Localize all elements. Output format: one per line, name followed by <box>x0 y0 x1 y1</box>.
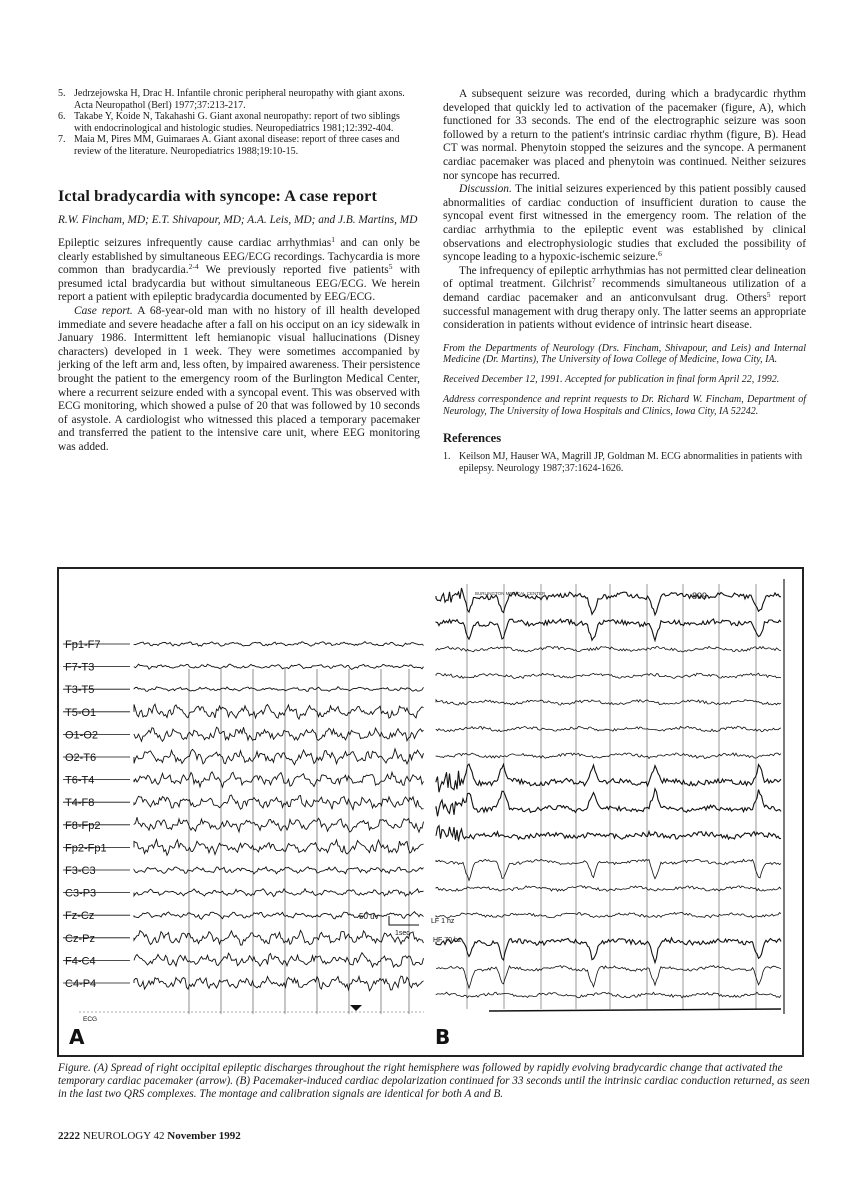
svg-text:F4-C4: F4-C4 <box>65 955 96 968</box>
panel-a-channel-labels <box>63 639 130 1023</box>
ecg-label: ECG <box>83 1016 98 1023</box>
high-filter-label: HF 70 hz <box>433 937 462 944</box>
affiliation-note: From the Departments of Neurology (Drs. Fincham, Shivapour, and Leis) and Internal Medicine (Dr. Martins), The University of Iowa College of Medicine, Iowa City, IA. <box>443 342 806 366</box>
discussion-heading: Discussion. <box>459 183 512 196</box>
page-footer <box>58 1130 241 1142</box>
references-heading: References <box>443 430 502 445</box>
treatment-paragraph: The infrequency of epileptic arrhythmias has not permitted clear delineation of optimal treatment. Gilchrist$^7$ recommends simultaneous utilization of a demand cardiac pacemaker and an anticonvulsant drug. Others$^5$ report successful management with drug therapy only. The latter seems an appropriate consideration in patients without evidence of intrinsic heart disease. <box>443 264 807 332</box>
svg-text:C4-P4: C4-P4 <box>65 978 97 990</box>
subsequent-seizure-paragraph: A subsequent seizure was recorded, during which a bradycardic rhythm developed that quickly led to activation of the pacemaker (figure, A), which functioned for 33 seconds. The end of the electrographic seizure was soon followed by a return to the patient's intrinsic cardiac rhythm (figure, B). Head CT was normal. Phenytoin stopped the seizures and the syncope. A permanent cardiac pacemaker was placed and phenytoin was continued. Neither seizures nor syncope has recurred. <box>443 88 806 182</box>
issue-date: November 1992 <box>167 1130 241 1142</box>
eeg-figure <box>57 567 804 1057</box>
left-column <box>58 88 420 455</box>
svg-text:Fp2-Fp1: Fp2-Fp1 <box>65 842 107 855</box>
case-report-heading: Case report. <box>74 305 133 318</box>
panel-b-label: B <box>435 1025 451 1049</box>
received-note: Received December 12, 1991. Accepted for publication in final form April 22, 1992. <box>443 374 780 386</box>
svg-text:O2-T6: O2-T6 <box>65 752 97 764</box>
reference-item: 5. Jedrzejowska H, Drac H. Infantile chronic peripheral neuropathy with giant axons. Acta Neuropathol (Berl) 1977;37:213-217. <box>58 88 405 111</box>
right-column <box>443 88 806 474</box>
low-filter-label: LF 1 hz <box>431 918 455 925</box>
pacemaker-arrow-icon <box>350 1005 362 1011</box>
svg-text:O1-O2: O1-O2 <box>65 729 99 742</box>
eeg-traces <box>59 569 802 1055</box>
svg-text:F7-T3: F7-T3 <box>65 661 95 674</box>
panel-b-time-markers <box>467 579 784 1014</box>
article-title: Ictal bradycardia with syncope: A case report <box>58 186 377 205</box>
svg-text:T6-T4: T6-T4 <box>65 774 95 787</box>
panel-b-traces <box>436 588 781 1011</box>
reference-item: 7. Maia M, Pires MM, Guimaraes A. Giant axonal disease: report of three cases and review of the literature. Neuropediatrics 1988;19:10-15. <box>58 134 400 157</box>
prior-references <box>58 88 420 158</box>
correspondence-note: Address correspondence and reprint requests to Dr. Richard W. Fincham, Department of Neurology, The University of Iowa Hospitals and Clinics, Iowa City, IA 52242. <box>443 394 806 417</box>
case-report-paragraph: Case report. A 68-year-old man with no history of ill health developed immediate and severe headache after a fall on his occiput on an icy sidewalk in January 1986. Intermittent left hemianopic visual hallucinations (Disney characters) developed in 1 week. They were sometimes accompanied by jerking of the left arm and, less often, by impaired awareness. Their persistence brought the patient to the emergency room of the Burlington Medical Center, where a recurrent seizure ended with a syncopal event. This was observed with ECG monitoring, which showed a pulse of 20 that was followed by 10 seconds of asystole. A cardiologist who witnessed this placed a temporary pacemaker and transferred the patient to the intensive care unit, where EEG monitoring was added. <box>58 305 421 453</box>
reference-item: 1. Keilson MJ, Hauser WA, Magrill JP, Goldman M. ECG abnormalities in patients with epilepsy. Neurology 1987;37:1624-1626. <box>443 451 803 474</box>
panel-b-header-text: BURLINGTON MEDICAL CENTER <box>475 591 546 596</box>
reference-item: 6. Takabe Y, Koide N, Takahashi G. Giant axonal neuropathy: report of two siblings with endocrinological and histologic studies. Neuropediatrics 1981;12:392-404. <box>58 111 400 134</box>
svg-text:Cz-Pz: Cz-Pz <box>65 932 95 945</box>
journal-name: NEUROLOGY 42 <box>82 1130 165 1142</box>
svg-text:T5-O1: T5-O1 <box>65 706 97 719</box>
svg-text:C3-P3: C3-P3 <box>65 887 97 900</box>
figure-caption: Figure. (A) Spread of right occipital epileptic discharges throughout the right hemisphere was followed by rapidly evolving bradycardic change that activated the temporary cardiac pacemaker (arrow). (B) Pacemaker-induced cardiac depolarization continued for 33 seconds until the intrinsic cardiac conduction returned, as seen in the last two QRS complexes. The montage and calibration signals are identical for both A and B. <box>58 1062 810 1101</box>
discussion-paragraph: Discussion. The initial seizures experienced by this patient possibly caused abnormalities of cardiac conduction of insufficient duration to cause the syncopal event first witnessed in the emergency room. The relation of the cardiac arrhythmia to the epileptic event was established by clinical observations and electrophysiologic studies that excluded the possibility of syncope leading to a hypoxic-ischemic seizure.$^6$ <box>443 183 806 264</box>
svg-text:Fz-Cz: Fz-Cz <box>65 910 95 923</box>
article-authors: R.W. Fincham, MD; E.T. Shivapour, MD; A.A. Leis, MD; and J.B. Martins, MD <box>58 213 418 226</box>
panel-a-time-markers <box>189 669 409 1014</box>
svg-text:T3-T5: T3-T5 <box>65 684 95 697</box>
svg-text:F8-Fp2: F8-Fp2 <box>65 819 101 832</box>
calibration-time: 1sec <box>395 930 410 937</box>
svg-text:F3-C3: F3-C3 <box>65 865 96 877</box>
page-number: 2222 <box>58 1130 80 1142</box>
calibration-amplitude: 50 uv <box>359 912 379 921</box>
panel-a-traces <box>134 642 424 991</box>
intro-paragraph: Epileptic seizures infrequently cause cardiac arrhythmias$^1$ and can only be clearly established by simultaneous EEG/ECG recordings. Tachycardia is more common than bradycardia.$^{2-4}$ We previously reported five patients$^5$ with presumed ictal bradycardia but without simultaneous EEG/ECG. We herein report a patient with epileptic bradycardia documented by EEG/ECG. <box>58 235 420 304</box>
svg-text:T4-F8: T4-F8 <box>65 797 95 810</box>
panel-b-annotation: 899 <box>692 591 708 601</box>
svg-text:Fp1-F7: Fp1-F7 <box>65 639 101 651</box>
panel-a-label: A <box>69 1025 85 1049</box>
